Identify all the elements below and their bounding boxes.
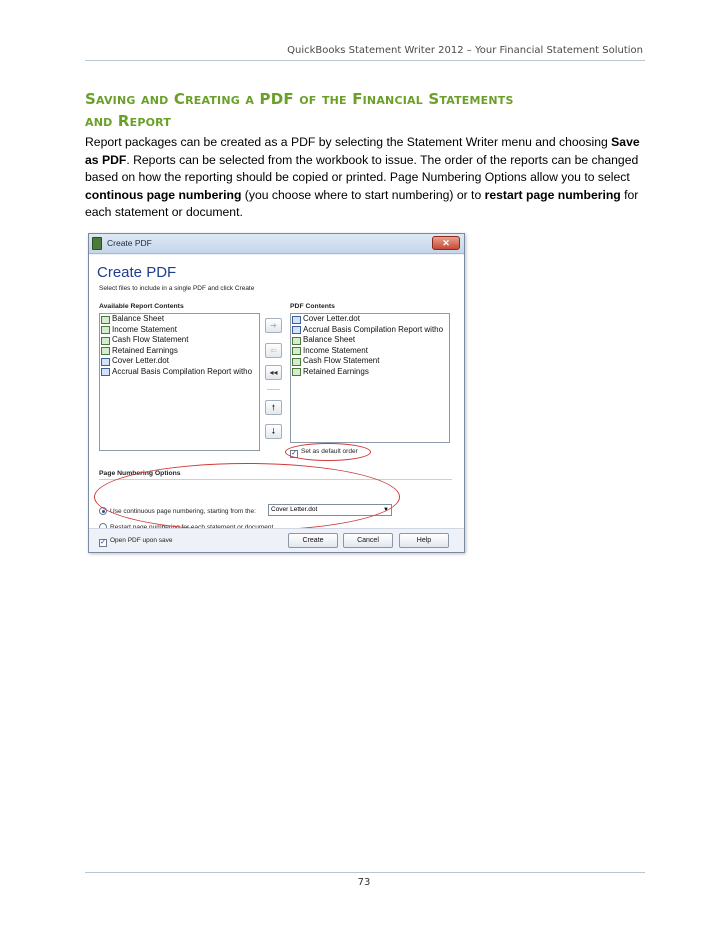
text-span: . Reports can be selected from the workbook to issue. The order of the reports can be changed based on how the reporting should be copied or printed. Page Numbering Options allow you to select (85, 152, 639, 184)
chevron-down-icon: ▼ (383, 507, 389, 513)
list-item[interactable] (100, 346, 259, 357)
excel-sheet-icon (292, 347, 301, 355)
excel-sheet-icon (292, 358, 301, 366)
close-button[interactable]: ✕ (432, 236, 460, 250)
list-item-label: Balance Sheet (112, 314, 165, 323)
header-rule (85, 60, 645, 61)
add-button[interactable]: ➔ (265, 318, 282, 333)
excel-sheet-icon (101, 337, 110, 345)
word-doc-icon (101, 368, 110, 376)
default-order-checkbox[interactable]: ✓ (291, 450, 297, 457)
list-item-label: Cover Letter.dot (303, 314, 360, 323)
excel-sheet-icon (292, 368, 301, 376)
move-up-button[interactable]: 🠕 (265, 400, 282, 415)
available-contents-list[interactable] (99, 313, 260, 451)
help-button[interactable]: Help (399, 533, 449, 548)
excel-sheet-icon (101, 326, 110, 334)
excel-sheet-icon (292, 337, 301, 345)
list-item[interactable] (100, 325, 259, 336)
remove-all-button[interactable]: ◂◂ (265, 365, 282, 380)
word-doc-icon (292, 316, 301, 324)
window-title: Create PDF (107, 238, 152, 248)
annotation-oval-default-order (285, 443, 371, 461)
list-item[interactable] (100, 367, 259, 378)
text-span: Report packages can be created as a PDF by selecting the Statement Writer menu and choosing (85, 135, 612, 149)
dialog-titlebar (89, 234, 464, 254)
list-item[interactable] (291, 314, 449, 325)
section-heading (85, 88, 645, 132)
list-item-label: Cash Flow Statement (112, 335, 189, 344)
running-header: QuickBooks Statement Writer 2012 – Your Financial Statement Solution (287, 45, 643, 56)
create-button[interactable]: Create (288, 533, 338, 548)
excel-sheet-icon (101, 347, 110, 355)
list-item[interactable] (100, 314, 259, 325)
list-item-label: Cash Flow Statement (303, 356, 380, 365)
footer-rule (85, 872, 645, 873)
list-item[interactable] (291, 325, 449, 336)
list-item[interactable] (291, 335, 449, 346)
list-item[interactable] (100, 335, 259, 346)
default-order-label: Set as default order (301, 448, 358, 455)
list-item-label: Income Statement (112, 324, 177, 334)
dialog-button-bar (89, 528, 464, 552)
word-doc-icon (101, 358, 110, 366)
pdf-contents-list[interactable] (290, 313, 450, 443)
app-icon (92, 237, 102, 250)
bold-save-as-pdf: Save as PDF (85, 135, 640, 167)
list-item-label: Accrual Basis Compilation Report witho (112, 366, 253, 376)
bold-restart-numbering: restart page numbering (484, 187, 621, 202)
list-item-label: Retained Earnings (303, 366, 369, 376)
word-doc-icon (292, 326, 301, 334)
remove-button[interactable]: ⇦ (265, 343, 282, 358)
bold-continuous-numbering: continous page numbering (85, 187, 242, 202)
list-item[interactable] (291, 356, 449, 367)
text-span: (you choose where to start numbering) or to (241, 187, 485, 202)
list-item[interactable] (291, 367, 449, 378)
section-heading-line2: and Report (85, 112, 172, 130)
text-span: for each statement or document. (85, 187, 639, 219)
page-number: 73 (357, 877, 371, 888)
excel-sheet-icon (101, 316, 110, 324)
page-numbering-label: Page Numbering Options (99, 470, 181, 477)
cancel-button[interactable]: Cancel (343, 533, 393, 548)
list-item-label: Balance Sheet (303, 335, 356, 344)
list-item[interactable] (291, 346, 449, 357)
list-item-label: Retained Earnings (112, 345, 178, 355)
annotation-oval-page-numbering (94, 463, 400, 531)
create-pdf-dialog (88, 233, 465, 553)
continuous-option-label: Use continuous page numbering, starting from the: (110, 508, 256, 515)
button-separator (267, 389, 280, 390)
list-item-label: Income Statement (303, 345, 368, 355)
dialog-heading: Create PDF (97, 264, 177, 281)
start-document-value: Cover Letter.dot (271, 506, 318, 513)
body-paragraph (85, 134, 645, 222)
section-heading-line1: Saving and Creating a PDF of the Financial Statements (85, 90, 514, 108)
move-down-button[interactable]: 🠗 (265, 424, 282, 439)
open-pdf-label: Open PDF upon save (110, 537, 173, 544)
dialog-content (89, 255, 464, 552)
dialog-instructions: Select files to include in a single PDF and click Create (99, 285, 255, 292)
open-pdf-checkbox[interactable]: ✓ (100, 539, 106, 546)
pdf-contents-label: PDF Contents (290, 303, 335, 310)
open-pdf-checkbox-row[interactable] (99, 537, 173, 547)
list-item-label: Accrual Basis Compilation Report witho (303, 324, 444, 334)
list-item[interactable] (100, 356, 259, 367)
available-contents-label: Available Report Contents (99, 303, 184, 310)
list-item-label: Cover Letter.dot (112, 356, 169, 365)
